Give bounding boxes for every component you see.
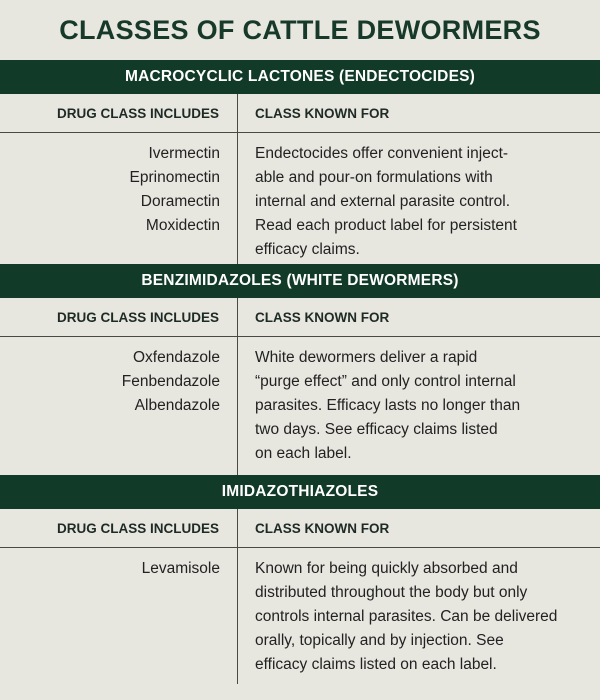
text-line: Known for being quickly absorbed and — [255, 560, 518, 577]
text-line: efficacy claims. — [255, 241, 360, 258]
column-divider — [237, 133, 238, 264]
column-header-known-for: CLASS KNOWN FOR — [255, 105, 390, 121]
known-for-text — [237, 337, 600, 475]
text-line: on each label. — [255, 445, 352, 462]
known-for-text — [237, 548, 600, 684]
text-line: parasites. Efficacy lasts no longer than — [255, 397, 521, 414]
column-header-row — [0, 94, 600, 133]
column-header-row — [0, 298, 600, 337]
text-line: White dewormers deliver a rapid — [255, 349, 478, 366]
table-row — [0, 337, 600, 475]
text-line: “purge effect” and only control internal — [255, 373, 516, 390]
column-divider — [237, 298, 238, 336]
column-header-known-for: CLASS KNOWN FOR — [255, 309, 390, 325]
column-divider — [237, 509, 238, 547]
text-line: internal and external parasite control. — [255, 193, 511, 210]
column-header-drug-class: DRUG CLASS INCLUDES — [56, 309, 219, 325]
section-header-imidazothiazoles: IMIDAZOTHIAZOLES — [0, 475, 600, 509]
text-line: able and pour-on formulations with — [255, 169, 493, 186]
text-line: distributed throughout the body but only — [255, 584, 528, 601]
column-header-known-for: CLASS KNOWN FOR — [255, 520, 390, 536]
drug-list — [0, 548, 237, 684]
drug-list — [0, 133, 237, 264]
drug-name: Eprinomectin — [129, 169, 220, 186]
known-for-text — [237, 133, 600, 264]
column-divider — [237, 548, 238, 684]
text-line: efficacy claims listed on each label. — [255, 656, 497, 673]
column-header-drug-class: DRUG CLASS INCLUDES — [56, 105, 219, 121]
text-line: controls internal parasites. Can be delivered — [255, 608, 558, 625]
drug-name: Levamisole — [141, 560, 220, 577]
column-header-drug-class: DRUG CLASS INCLUDES — [56, 520, 219, 536]
drug-list — [0, 337, 237, 475]
drug-name: Albendazole — [134, 397, 220, 414]
section-header-benzimidazoles: BENZIMIDAZOLES (WHITE DEWORMERS) — [0, 264, 600, 298]
drug-name: Fenbendazole — [121, 373, 220, 390]
drug-name: Oxfendazole — [132, 349, 220, 366]
text-line: Endectocides offer convenient inject- — [255, 145, 509, 162]
text-line: orally, topically and by injection. See — [255, 632, 504, 649]
section-header-macrocyclic-lactones: MACROCYCLIC LACTONES (ENDECTOCIDES) — [0, 60, 600, 94]
text-line: Read each product label for persistent — [255, 217, 517, 234]
text-line: two days. See efficacy claims listed — [255, 421, 498, 438]
drug-name: Moxidectin — [145, 217, 220, 234]
table-row — [0, 133, 600, 264]
drug-name: Ivermectin — [148, 145, 220, 162]
column-divider — [237, 94, 238, 132]
drug-name: Doramectin — [140, 193, 220, 210]
column-divider — [237, 337, 238, 475]
table-row — [0, 548, 600, 684]
page-title: CLASSES OF CATTLE DEWORMERS — [59, 14, 541, 45]
column-header-row — [0, 509, 600, 548]
